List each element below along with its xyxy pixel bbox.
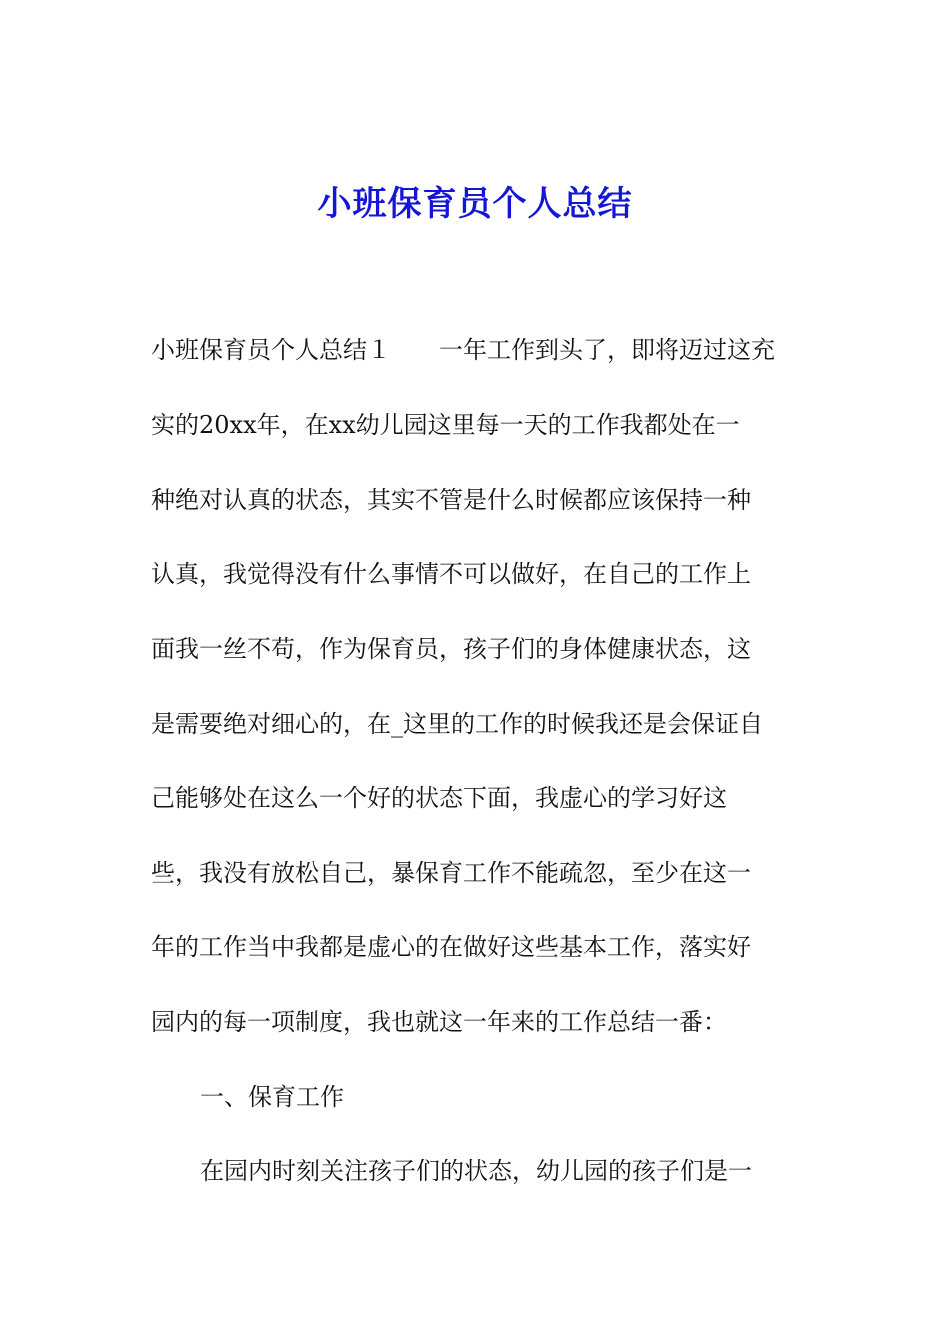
body-text-line: 是需要绝对细心的，在_这里的工作的时候我还是会保证自 — [151, 710, 763, 738]
body-text-line: 年的工作当中我都是虚心的在做好这些基本工作，落实好 — [151, 933, 751, 961]
body-text-line: 认真，我觉得没有什么事情不可以做好，在自己的工作上 — [151, 560, 751, 588]
body-text-line: 园内的每一项制度，我也就这一年来的工作总结一番： — [151, 1008, 727, 1036]
body-text-line: 面我一丝不苟，作为保育员，孩子们的身体健康状态，这 — [151, 635, 751, 663]
body-text-line: 些，我没有放松自己，暴保育工作不能疏忽，至少在这一 — [151, 859, 751, 887]
section-heading: 一、保育工作 — [200, 1083, 344, 1111]
body-text-line: 实的20xx年，在xx幼儿园这里每一天的工作我都处在一 — [151, 411, 740, 439]
body-text-line: 在园内时刻关注孩子们的状态，幼儿园的孩子们是一 — [200, 1157, 752, 1185]
body-text-line: 己能够处在这么一个好的状态下面，我虚心的学习好这 — [151, 784, 727, 812]
document-title: 小班保育员个人总结 — [317, 184, 633, 224]
body-text-line: 种绝对认真的状态，其实不管是什么时候都应该保持一种 — [151, 486, 751, 514]
body-text-line: 小班保育员个人总结１ 一年工作到头了，即将迈过这充 — [151, 336, 775, 364]
